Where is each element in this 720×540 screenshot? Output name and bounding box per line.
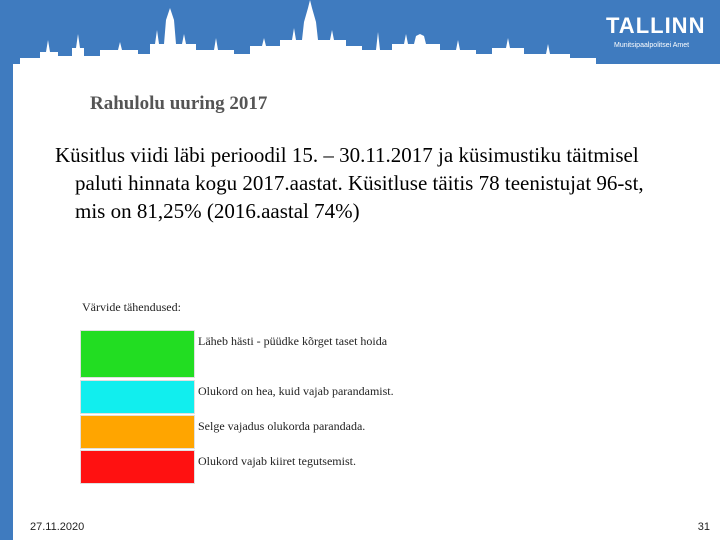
left-accent-bar — [0, 64, 13, 540]
logo-subtitle: Munitsipaalpolitsei Amet — [614, 42, 690, 49]
logo-wordmark: TALLINN — [606, 13, 706, 38]
legend-swatch-green — [80, 330, 195, 378]
legend-row-improve — [80, 415, 520, 449]
legend-label-urgent: Olukord vajab kiiret tegutsemist. — [198, 454, 356, 468]
legend-row-urgent — [80, 450, 520, 484]
legend-swatch-red — [80, 450, 195, 484]
tallinn-logo — [606, 14, 710, 56]
legend-title: Värvide tähendused: — [82, 300, 181, 314]
body-paragraph: Küsitlus viidi läbi perioodil 15. – 30.11.2017 ja küsimustiku täitmisel paluti hinnata kogu 2017.aastat. Küsitluse täitis 78 teenistujat 96-st, mis on 81,25% (2016.aastal 74%) — [55, 143, 644, 223]
tallinn-skyline-icon — [0, 0, 600, 64]
legend-label-ok: Olukord on hea, kuid vajab parandamist. — [198, 384, 394, 398]
footer-date: 27.11.2020 — [30, 521, 85, 533]
header-banner — [0, 0, 720, 64]
page-number: 31 — [697, 521, 710, 533]
body-text — [55, 141, 655, 225]
legend-swatch-orange — [80, 415, 195, 449]
legend-row-good — [80, 330, 520, 378]
legend-label-improve: Selge vajadus olukorda parandada. — [198, 419, 366, 433]
legend-row-ok — [80, 380, 520, 414]
legend-swatch-cyan — [80, 380, 195, 414]
slide-title: Rahulolu uuring 2017 — [90, 93, 268, 114]
legend-label-good: Läheb hästi - püüdke kõrget taset hoida — [198, 334, 388, 348]
